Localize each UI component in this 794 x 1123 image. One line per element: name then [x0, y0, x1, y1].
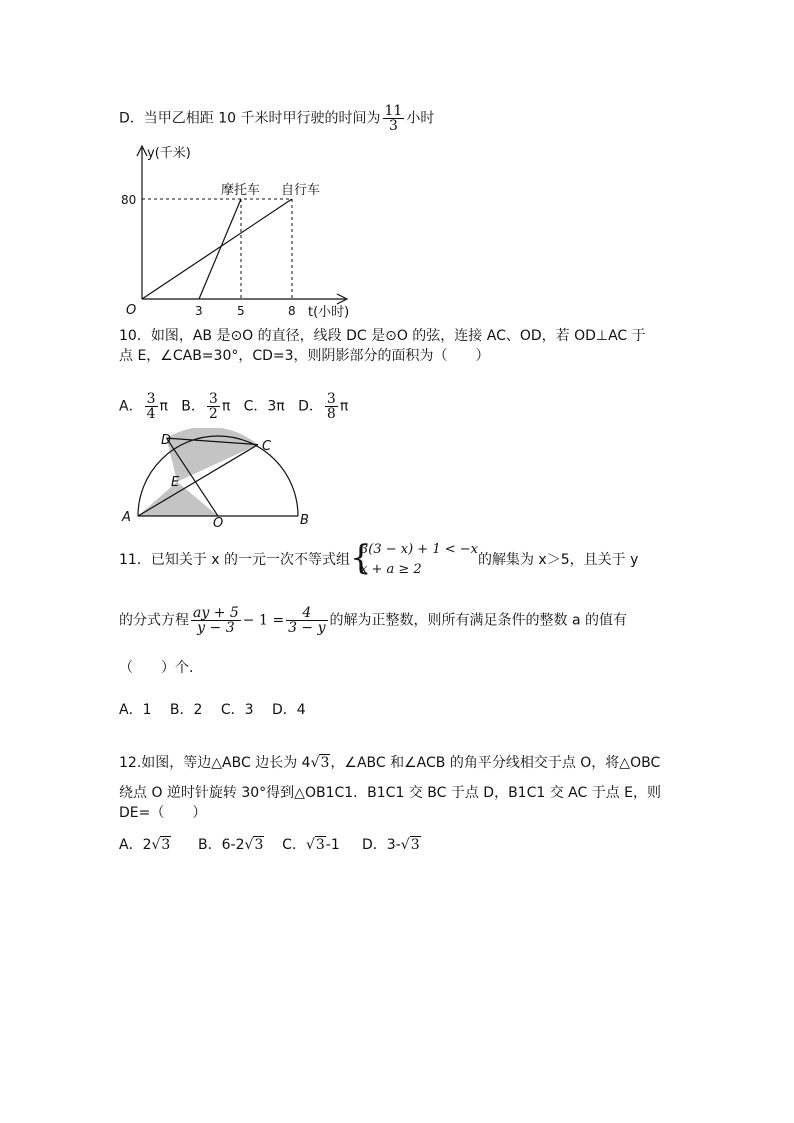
- q12-options: A．2√3 B．6-2√3 C．√3-1 D．3-√3: [119, 837, 420, 853]
- label-d: D: [161, 433, 172, 448]
- origin-label: O: [126, 303, 137, 318]
- label-c: C: [262, 439, 272, 454]
- q10-semicircle-figure: [118, 428, 318, 530]
- q9-option-d: D．当甲乙相距 10 千米时甲行驶的时间为 $\frac{11}{3}$ 小时: [119, 103, 435, 134]
- q9-distance-time-graph: [115, 140, 365, 322]
- q11-options: A．1 B．2 C．3 D．4: [119, 702, 306, 718]
- motorcycle-label: 摩托车: [221, 183, 261, 198]
- q11-fraction-1: $\frac{ay + 5}{y - 3}$: [193, 605, 239, 636]
- label-o: O: [213, 516, 224, 530]
- q10-options: A． $\frac{3}{4}$ π B． $\frac{3}{2}$ π C．3π D． $\frac{3}{8}$ π: [119, 391, 349, 422]
- q12-stem-line2: 绕点 O 逆时针旋转 30°得到△OB1C1．B1C1 交 BC 于点 D，B1C1 交 AC 于点 E，则: [119, 785, 662, 801]
- y-axis-label: y(千米): [147, 146, 191, 161]
- q12-stem-line1: 12.如图，等边△ABC 边长为 4√3，∠ABC 和∠ACB 的角平分线相交于点 O，将△OBC: [119, 755, 661, 771]
- x-tick-8: 8: [288, 304, 296, 318]
- q10-stem-line2: 点 E，∠CAB=30°，CD=3，则阴影部分的面积为（ ）: [119, 348, 490, 364]
- bicycle-label: 自行车: [281, 183, 321, 198]
- x-tick-3: 3: [195, 304, 203, 318]
- q11-stem-line3: （ ）个.: [119, 660, 194, 676]
- x-tick-5: 5: [237, 304, 245, 318]
- y-tick-80: 80: [121, 193, 137, 207]
- q11-inequality-system: { 3(3 − x) + 1 < −x x + a ≥ 2: [350, 538, 478, 578]
- q9-option-d-fraction: $\frac{11}{3}$: [384, 103, 403, 134]
- x-axis-label: t(小时): [308, 305, 350, 320]
- label-e: E: [171, 475, 180, 490]
- q11-stem-line1: 11．已知关于 x 的一元一次不等式组 { 3(3 − x) + 1 < −x x + a ≥ 2 的解集为 x＞5，且关于 y: [119, 538, 639, 578]
- motorcycle-line: [199, 199, 241, 299]
- q10-stem-line1: 10．如图，AB 是⊙O 的直径，线段 DC 是⊙O 的弦，连接 AC、OD，若 OD⊥AC 于: [119, 328, 646, 344]
- q11-fraction-2: $\frac{4}{3 - y}$: [288, 605, 326, 636]
- label-a: A: [122, 510, 131, 525]
- q12-stem-line3: DE=（ ）: [119, 805, 207, 821]
- bicycle-line: [142, 199, 292, 299]
- q11-stem-line2: 的分式方程 $\frac{ay + 5}{y - 3}$ − 1 = $\frac{4}{3 - y}$ 的解为正整数，则所有满足条件的整数 a 的值有: [119, 605, 628, 636]
- label-b: B: [300, 513, 309, 528]
